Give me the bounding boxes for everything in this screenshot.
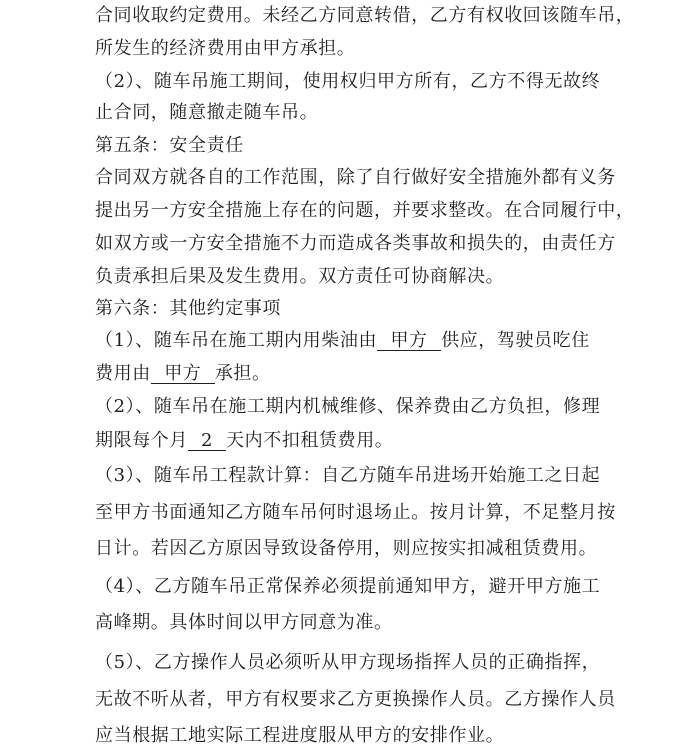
fill-in-blank: 甲方: [377, 332, 441, 351]
fill-in-blank: 甲方: [151, 365, 215, 384]
text-line: 负责承担后果及发生费用。双方责任可协商解决。: [95, 266, 505, 287]
clause-1-line-1: [95, 330, 669, 352]
text-line: 提出另一方安全措施上存在的问题，并要求整改。在合同履行中，: [95, 200, 635, 221]
fill-in-blank: 2: [188, 432, 226, 451]
clause-3-line: 日计。若因乙方原因导致设备停用，则应按实扣减租赁费用。: [95, 538, 598, 559]
text-line: 合同双方就各自的工作范围，除了自行做好安全措施外都有义务: [95, 167, 616, 188]
clause-3-line: 至甲方书面通知乙方随车吊何时退场止。按月计算，不足整月按: [95, 502, 616, 523]
clause-text: 费用由: [95, 363, 151, 384]
clause-2-line-1: （2）、随车吊在施工期内机械维修、保养费由乙方负担，修理: [95, 396, 601, 417]
text-line: 止合同，随意撤走随车吊。: [95, 102, 319, 123]
clause-3-line: （3）、随车吊工程款计算：自乙方随车吊进场开始施工之日起: [95, 465, 601, 486]
section-heading: 第五条：安全责任: [95, 135, 244, 156]
clause-5-line: （5）、乙方操作人员必须听从甲方现场指挥人员的正确指挥，: [95, 652, 601, 673]
clause-4-line: 高峰期。具体时间以甲方同意为准。: [95, 612, 393, 633]
clause-text: 天内不扣租赁费用。: [226, 430, 394, 451]
clause-5-line: 无故不听从者，甲方有权要求乙方更换操作人员。乙方操作人员: [95, 689, 616, 710]
clause-text: 期限每个月: [95, 430, 188, 451]
clause-4-line: （4）、乙方随车吊正常保养必须提前通知甲方，避开甲方施工: [95, 576, 601, 597]
clause-text: （1）、随车吊在施工期内用柴油由: [95, 330, 378, 351]
clause-text: 供应，驾驶员吃住: [441, 330, 590, 351]
text-line: 如双方或一方安全措施不力而造成各类事故和损失的，由责任方: [95, 233, 616, 254]
text-line: 合同收取约定费用。未经乙方同意转借，乙方有权收回该随车吊，: [95, 5, 635, 26]
clause-5-line: 应当根据工地实际工程进度服从甲方的安排作业。: [95, 725, 505, 745]
text-line: （2）、随车吊施工期间，使用权归甲方所有，乙方不得无故终: [95, 71, 601, 92]
clause-text: 承担。: [214, 363, 271, 384]
clause-1-line-2: [95, 363, 669, 385]
section-heading: 第六条：其他约定事项: [95, 298, 281, 319]
clause-2-line-2: [95, 430, 669, 452]
text-line: 所发生的经济费用由甲方承担。: [95, 38, 356, 59]
